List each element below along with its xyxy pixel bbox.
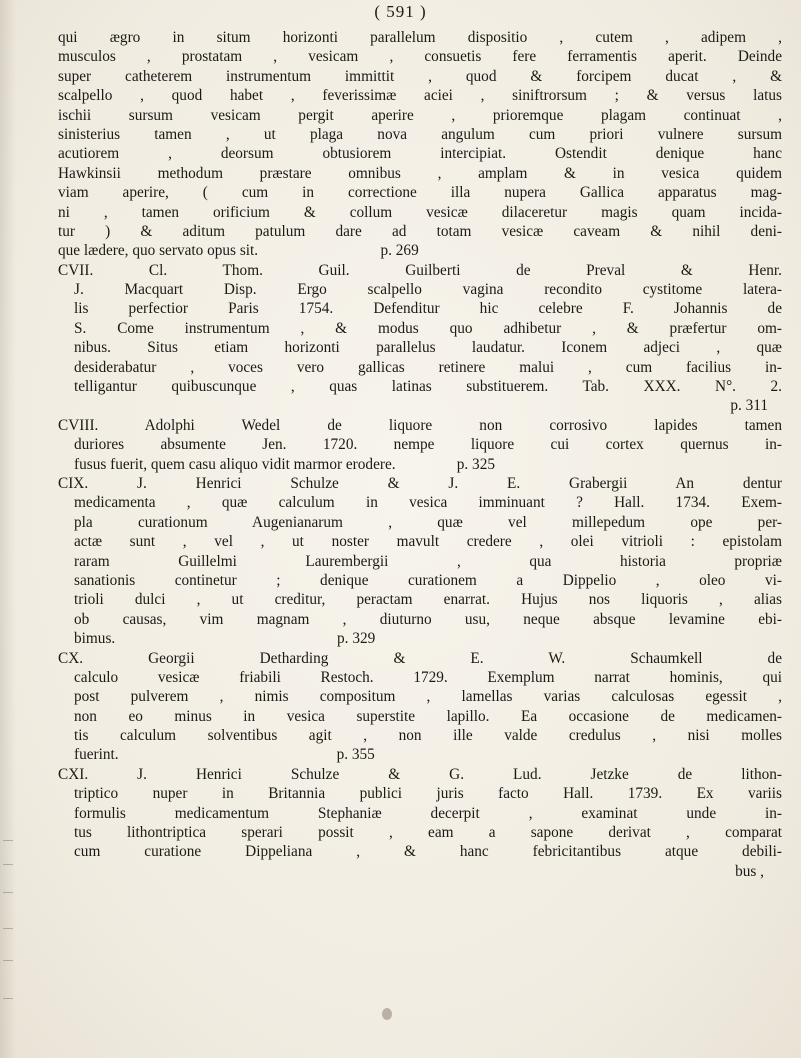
text-line: tis calculum solventibus agit , non ille valde credulus , nisi molles	[74, 727, 782, 745]
entry-heading-cxi: CXI. J. Henrici Schulze & G. Lud. Jetzke de lithon-	[58, 765, 782, 783]
entry-heading-cvii: CVII. Cl. Thom. Guil. Guilberti de Preval & Henr.	[58, 261, 782, 279]
text-line: ob causas, vim magnam , diuturno usu, neque absque levamine ebi-	[74, 610, 782, 628]
catchword: bus ,	[735, 862, 764, 880]
text-line: tur ) & aditum patulum dare ad totam vesicæ caveam & nihil deni-	[58, 222, 782, 240]
text-line: pla curationum Augenianarum , quæ vel millepedum ope per-	[74, 513, 782, 531]
text-line: musculos , prostatam , vesicam , consuetis fere ferramentis aperit. Deinde	[58, 48, 782, 66]
text-line: nibus. Situs etiam horizonti parallelus laudatur. Iconem adjeci , quæ	[74, 339, 782, 357]
text-line: Hawkinsii methodum præstare omnibus , amplam & in vesica quidem	[58, 164, 782, 182]
edge-mark	[3, 928, 13, 929]
text-line: lis perfectior Paris 1754. Defenditur hic celebre F. Johannis de	[74, 300, 782, 318]
text-line: scalpello , quod habet , feverissimæ aciei , siniftrorsum ; & versus latus	[58, 87, 782, 105]
text-line: actæ sunt , vel , ut noster mavult credere , olei vitrioli : epistolam	[74, 533, 782, 551]
edge-mark	[3, 864, 13, 865]
text-line: medicamenta , quæ calculum in vesica imminuant ? Hall. 1734. Exem-	[74, 494, 782, 512]
edge-mark	[3, 840, 13, 841]
page-number-header: ( 591 )	[374, 2, 427, 21]
ink-blot	[382, 1008, 392, 1020]
text-line-with-page-ref: fuerint. p. 355	[74, 746, 375, 764]
text-line: tus lithontriptica sperari possit , eam a sapone derivat , comparat	[74, 824, 782, 842]
text-line-with-page-ref: fusus fuerit, quem casu aliquo vidit marmor erodere. p. 325	[74, 455, 495, 473]
text-line: sinisterius tamen , ut plaga nova angulum cum priori vulnere sursum	[58, 125, 782, 143]
text-line-with-page-ref: que lædere, quo servato opus sit. p. 269	[58, 242, 419, 260]
entry-heading-cviii: CVIII. Adolphi Wedel de liquore non corrosivo lapides tamen	[58, 416, 782, 434]
edge-mark	[3, 960, 13, 961]
edge-mark	[3, 892, 13, 893]
text-line: triptico nuper in Britannia publici juris facto Hall. 1739. Ex variis	[74, 785, 782, 803]
text-line: desiderabatur , voces vero gallicas retinere malui , cum facilius in-	[74, 358, 782, 376]
text-line: telligantur quibuscunque , quas latinas substituerem. Tab. XXX. N°. 2.	[74, 378, 782, 396]
text-line: acutiorem , deorsum obtusiorem intercipiat. Ostendit denique hanc	[58, 145, 782, 163]
page-edge-marks	[3, 840, 17, 1040]
entry-heading-cx: CX. Georgii Detharding & E. W. Schaumkell de	[58, 649, 782, 667]
body-text	[58, 28, 782, 881]
text-line: formulis medicamentum Stephaniæ decerpit , examinat unde in-	[74, 804, 782, 822]
text-line: raram Guillelmi Laurembergii , qua historia propriæ	[74, 552, 782, 570]
text-line: duriores absumente Jen. 1720. nempe liquore cui cortex quernus in-	[74, 436, 782, 454]
text-line: ischii sursum vesicam pergit aperire , prioremque plagam continuat ,	[58, 106, 782, 124]
text-line: viam aperire, ( cum in correctione illa nupera Gallica apparatus mag-	[58, 184, 782, 202]
text-line: cum curatione Dippeliana , & hanc febricitantibus atque debili-	[74, 843, 782, 861]
text-line: post pulverem , nimis compositum , lamellas varias calculosas egessit ,	[74, 688, 782, 706]
text-line: super catheterem instrumentum immittit , quod & forcipem ducat , &	[58, 67, 782, 85]
text-line: qui ægro in situm horizonti parallelum dispositio , cutem , adipem ,	[58, 29, 782, 46]
text-line: J. Macquart Disp. Ergo scalpello vagina recondito cystitome latera-	[74, 281, 782, 299]
text-line: trioli dulci , ut creditur, peractam enarrat. Hujus nos liquoris , alias	[74, 591, 782, 609]
text-line: non eo minus in vesica superstite lapillo. Ea occasione de medicamen-	[74, 707, 782, 725]
text-line: calculo vesicæ friabili Restoch. 1729. Exemplum narrat hominis, qui	[74, 668, 782, 686]
page-reference: p. 311	[730, 397, 768, 415]
edge-mark	[3, 998, 13, 999]
text-line: ni , tamen orificium & collum vesicæ dilaceretur magis quam incida-	[58, 203, 782, 221]
text-line: S. Come instrumentum , & modus quo adhibetur , & præfertur om-	[74, 319, 782, 337]
text-line-with-page-ref: bimus. p. 329	[74, 630, 376, 648]
text-line: sanationis continetur ; denique curationem a Dippelio , oleo vi-	[74, 571, 782, 589]
entry-heading-cix: CIX. J. Henrici Schulze & J. E. Grabergii An dentur	[58, 474, 782, 492]
